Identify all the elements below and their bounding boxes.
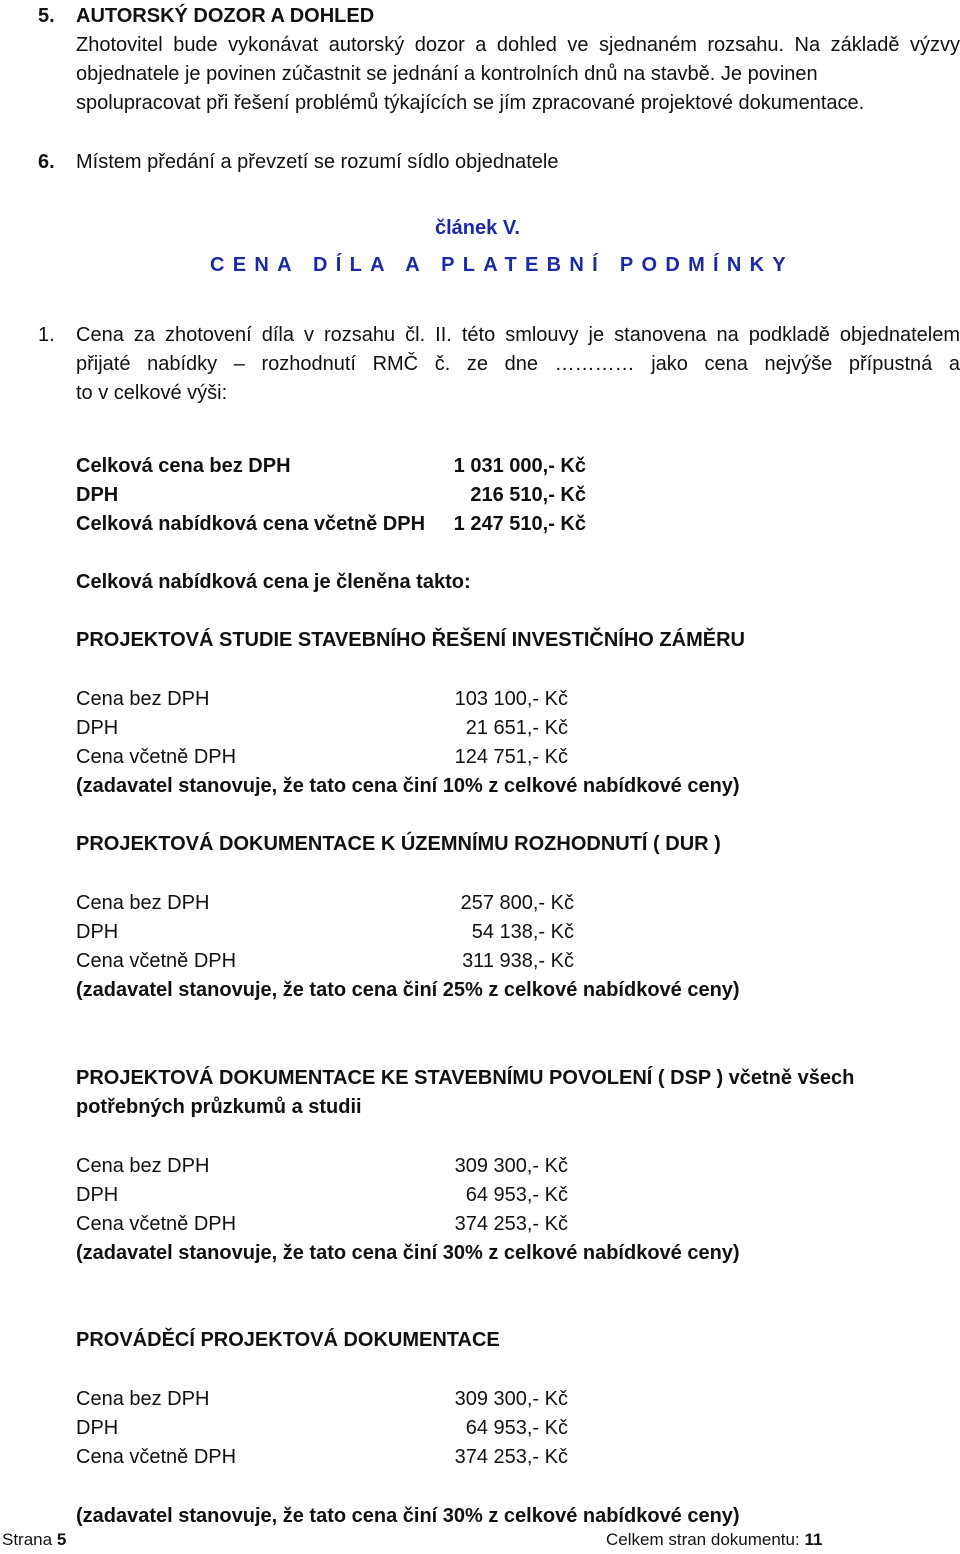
phase-4-net-label: Cena bez DPH: [76, 1388, 210, 1410]
clause-1-line-1: Cena za zhotovení díla v rozsahu čl. II. této smlouvy je stanovena na podkladě objednatelem: [76, 324, 960, 346]
phase-3-net-label: Cena bez DPH: [76, 1155, 210, 1177]
phase-3-vat-value: 64 953,- Kč: [465, 1184, 568, 1206]
clause-1-line-3: to v celkové výši:: [76, 382, 228, 404]
section-5-number: 5.: [38, 5, 55, 27]
phase-3-net-value: 309 300,- Kč: [454, 1155, 568, 1177]
phase-2-net-value: 257 800,- Kč: [460, 892, 574, 914]
article-title: CENA DÍLA A PLATEBNÍ PODMÍNKY: [210, 254, 795, 276]
footer-page-number: 5: [56, 1530, 67, 1549]
section-6-number: 6.: [38, 151, 55, 173]
phase-2-note: (zadavatel stanovuje, že tato cena činí 25% z celkové nabídkové ceny): [76, 979, 740, 1001]
phase-4-vat-value: 64 953,- Kč: [465, 1417, 568, 1439]
clause-1-number: 1.: [38, 324, 55, 346]
phase-2-gross-label: Cena včetně DPH: [76, 950, 237, 972]
phase-1-note: (zadavatel stanovuje, že tato cena činí 10% z celkové nabídkové ceny): [76, 775, 740, 797]
section-5-line-1: Zhotovitel bude vykonávat autorský dozor a dohled ve sjednaném rozsahu. Na základě výzvy: [76, 34, 960, 56]
total-net-label: Celková cena bez DPH: [76, 455, 291, 477]
total-gross-value: 1 247 510,- Kč: [453, 513, 586, 535]
phase-3-vat-label: DPH: [76, 1184, 119, 1206]
section-5-line-3: spolupracovat při řešení problémů týkajících se jím zpracované projektové dokumentace.: [76, 92, 865, 114]
article-label: článek V.: [435, 217, 520, 239]
footer-page: [2, 1528, 66, 1552]
total-gross-label: Celková nabídková cena včetně DPH: [76, 513, 426, 535]
phase-1-gross-label: Cena včetně DPH: [76, 746, 237, 768]
phase-1-vat-label: DPH: [76, 717, 119, 739]
phase-4-vat-label: DPH: [76, 1417, 119, 1439]
footer-total-pages: 11: [804, 1530, 823, 1549]
phase-1-title: PROJEKTOVÁ STUDIE STAVEBNÍHO ŘEŠENÍ INVESTIČNÍHO ZÁMĚRU: [76, 629, 745, 651]
phase-2-title: PROJEKTOVÁ DOKUMENTACE K ÚZEMNÍMU ROZHODNUTÍ ( DUR ): [76, 833, 721, 855]
breakdown-intro: Celková nabídková cena je členěna takto:: [76, 571, 471, 593]
section-5-line-2: objednatele je povinen zúčastnit se jednání a kontrolních dnů na stavbě. Je povinen: [76, 63, 818, 85]
phase-3-note: (zadavatel stanovuje, že tato cena činí 30% z celkové nabídkové ceny): [76, 1242, 740, 1264]
clause-1-line-2: přijaté nabídky – rozhodnutí RMČ č. ze dne ………… jako cena nejvýše přípustná a: [76, 353, 960, 375]
phase-3-title: PROJEKTOVÁ DOKUMENTACE KE STAVEBNÍMU POVOLENÍ ( DSP ) včetně všech: [76, 1067, 855, 1089]
phase-4-title: PROVÁDĚCÍ PROJEKTOVÁ DOKUMENTACE: [76, 1329, 500, 1351]
phase-2-vat-label: DPH: [76, 921, 119, 943]
phase-3-gross-label: Cena včetně DPH: [76, 1213, 237, 1235]
footer-total: [606, 1528, 822, 1552]
phase-3-gross-value: 374 253,- Kč: [454, 1213, 568, 1235]
phase-1-net-value: 103 100,- Kč: [454, 688, 568, 710]
phase-2-gross-value: 311 938,- Kč: [462, 950, 574, 972]
total-vat-value: 216 510,- Kč: [470, 484, 586, 506]
section-5-heading: AUTORSKÝ DOZOR A DOHLED: [76, 5, 375, 27]
footer-page-label: Strana: [2, 1530, 53, 1549]
total-vat-label: DPH: [76, 484, 119, 506]
phase-2-net-label: Cena bez DPH: [76, 892, 210, 914]
phase-4-gross-label: Cena včetně DPH: [76, 1446, 237, 1468]
phase-4-net-value: 309 300,- Kč: [454, 1388, 568, 1410]
phase-1-net-label: Cena bez DPH: [76, 688, 210, 710]
section-6-text: Místem předání a převzetí se rozumí sídlo objednatele: [76, 151, 559, 173]
phase-1-gross-value: 124 751,- Kč: [454, 746, 568, 768]
phase-3-title-line-2: potřebných průzkumů a studii: [76, 1096, 362, 1118]
total-net-value: 1 031 000,- Kč: [453, 455, 586, 477]
phase-4-gross-value: 374 253,- Kč: [454, 1446, 568, 1468]
phase-2-vat-value: 54 138,- Kč: [471, 921, 574, 943]
phase-4-note: (zadavatel stanovuje, že tato cena činí 30% z celkové nabídkové ceny): [76, 1505, 740, 1527]
footer-total-label: Celkem stran dokumentu:: [606, 1530, 800, 1549]
phase-1-vat-value: 21 651,- Kč: [465, 717, 568, 739]
